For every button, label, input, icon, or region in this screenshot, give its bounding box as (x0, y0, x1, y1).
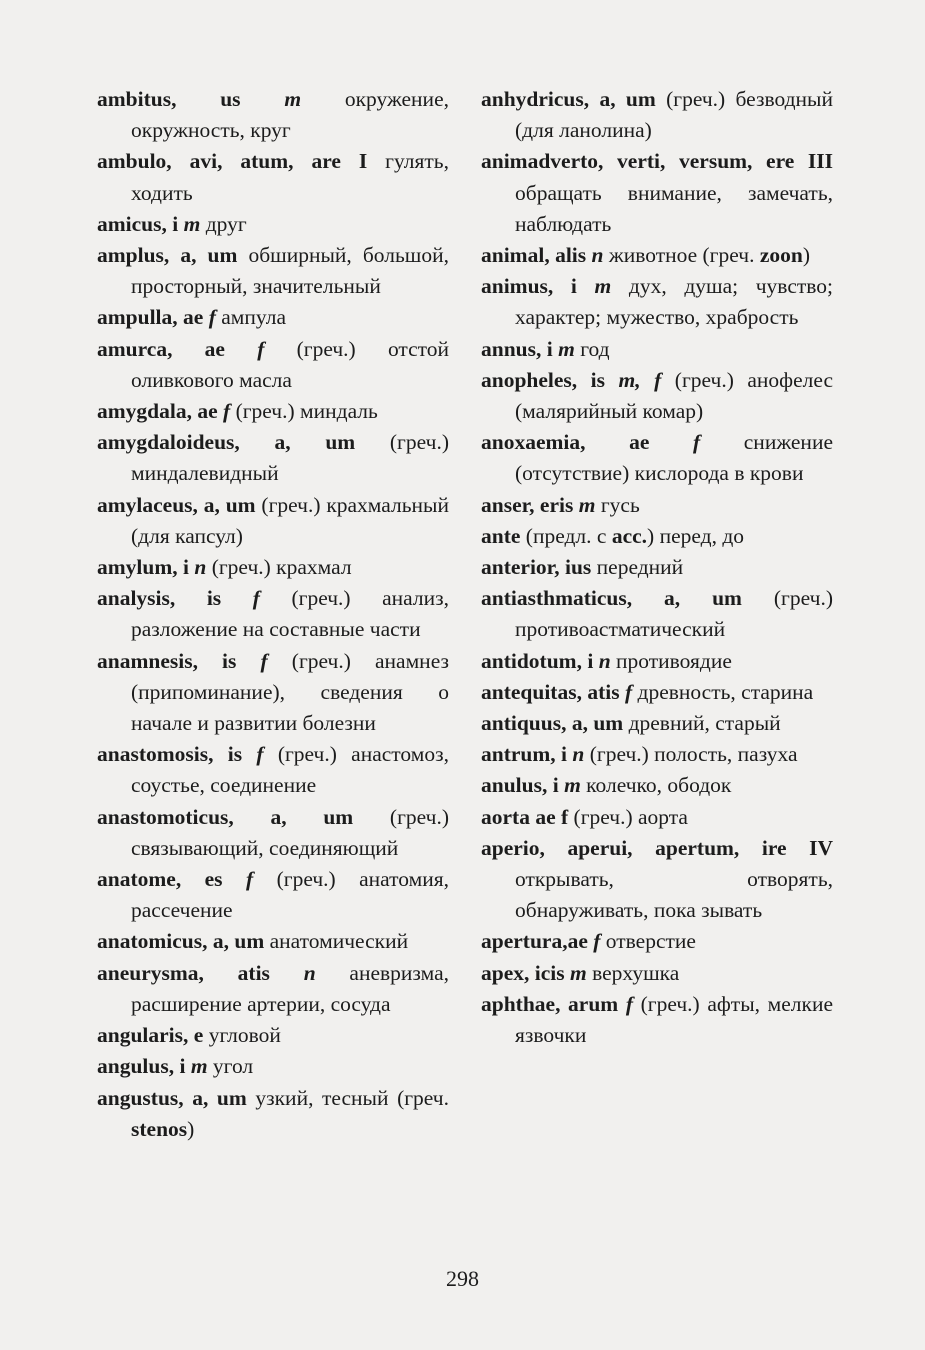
headword: anastomosis, is (97, 742, 257, 767)
dictionary-entry-anulus (481, 770, 833, 801)
dictionary-entry-anhydricus (481, 84, 833, 146)
definition-text: анатомический (264, 929, 409, 954)
headword: anastomoticus, a, um (97, 804, 354, 829)
definition-text: (греч.) связывающий, соединяющий (131, 804, 449, 860)
definition-text: дух, душа; чувство; характер; мужество, храбрость (515, 274, 833, 330)
gender-marker: m (183, 211, 201, 236)
dictionary-entry-angularis (97, 1020, 449, 1051)
dictionary-entry-antrum (481, 739, 833, 770)
gender-marker: n (591, 243, 604, 268)
definition-text: гулять, ходить (131, 149, 449, 205)
headword: anterior, ius (481, 555, 592, 580)
gender-marker: m (578, 492, 596, 517)
headword: antequitas, atis (481, 679, 625, 704)
definition-text: передний (591, 555, 684, 580)
headword: anulus, i (481, 773, 565, 798)
right-column (481, 84, 833, 1051)
page-number: 298 (446, 1266, 479, 1291)
definition-text: (греч.) крахмал (206, 555, 352, 580)
definition-text: ) (187, 1116, 195, 1141)
definition-text: отверстие (600, 929, 696, 954)
headword: angularis, e (97, 1023, 204, 1048)
dictionary-entry-apertura (481, 926, 833, 957)
gender-marker: m (284, 87, 302, 111)
dictionary-entry-anoxaemia (481, 427, 833, 489)
dictionary-entry-amplus (97, 240, 449, 302)
dictionary-entry-anser (481, 490, 833, 521)
gender-marker: f (593, 929, 601, 954)
dictionary-entry-anterior (481, 552, 833, 583)
gender-marker: n (303, 960, 316, 985)
headword: aperio, aperui, apertum, ire IV (481, 835, 833, 860)
definition-text: (греч.) крахмальный (для капсул) (131, 492, 449, 548)
dictionary-entry-anopheles (481, 365, 833, 427)
headword: anhydricus, a, um (481, 87, 656, 111)
dictionary-entry-amygdaloideus (97, 427, 449, 489)
definition-text: (предл. с (520, 523, 612, 548)
definition-text: ) перед, до (647, 523, 745, 548)
gender-marker: f (246, 867, 254, 892)
headword: anatome, es (97, 867, 246, 892)
headword: anoxaemia, ae (481, 430, 693, 455)
headword: antiquus, a, um (481, 711, 624, 736)
definition-text: колечко, ободок (580, 773, 732, 798)
gender-marker: f (625, 991, 634, 1016)
gender-marker: f (208, 305, 216, 330)
dictionary-entry-animus (481, 271, 833, 333)
definition-text: гусь (595, 492, 640, 517)
headword: amplus, a, um (97, 243, 238, 268)
headword: analysis, is (97, 586, 253, 611)
gender-marker: m (594, 274, 612, 299)
dictionary-entry-aphthae (481, 989, 833, 1051)
dictionary-entry-angustus (97, 1083, 449, 1145)
headword: ambitus, us (97, 87, 285, 111)
definition-text: древность, старина (632, 679, 814, 704)
dictionary-entry-antiasthmaticus (481, 583, 833, 645)
definition-text: (греч.) полость, пазуха (584, 742, 798, 767)
headword: aphthae, arum (481, 991, 626, 1016)
gender-marker: f (260, 648, 268, 673)
dictionary-entry-apex (481, 958, 833, 989)
definition-text: (греч.) афты, мелкие язвочки (515, 991, 833, 1048)
headword: animus, i (481, 274, 595, 299)
dictionary-entry-anastomoticus (97, 802, 449, 864)
dictionary-entry-antequitas (481, 677, 833, 708)
definition-text: окружение, окружность, круг (131, 87, 449, 143)
dictionary-entry-animadverto (481, 146, 833, 240)
definition-text: древний, старый (623, 711, 781, 736)
headword: aorta ae f (481, 804, 569, 829)
dictionary-entry-amicus (97, 209, 449, 240)
definition-text: (греч.) анатомия, рассечение (131, 867, 450, 923)
headword: antidotum, i (481, 648, 599, 673)
dictionary-entry-ambulo (97, 146, 449, 208)
headword: angulus, i (97, 1054, 191, 1079)
definition-text: обращать внимание, замечать, наблюдать (515, 180, 833, 236)
dictionary-entry-anatome (97, 864, 449, 926)
dictionary-entry-ampulla (97, 302, 449, 333)
headword: acc. (611, 523, 648, 548)
definition-text: (греч.) миндаль (230, 399, 378, 424)
dictionary-entry-aneurysma (97, 958, 449, 1020)
definition-text: (греч.) аорта (568, 804, 688, 829)
dictionary-entry-amygdala (97, 396, 449, 427)
dictionary-entry-angulus (97, 1051, 449, 1082)
gender-marker: n (194, 555, 207, 580)
dictionary-entry-anastomosis (97, 739, 449, 801)
definition-text: угловой (203, 1023, 281, 1048)
dictionary-entry-amurca (97, 334, 449, 396)
gender-marker: m (564, 773, 581, 798)
headword: anatomicus, a, um (97, 929, 265, 954)
definition-text: (греч.) противоастматический (515, 586, 833, 642)
definition-text: (греч.) анофелес (малярийный комар) (515, 367, 833, 424)
headword: angustus, a, um (97, 1085, 247, 1110)
headword: apertura,ae (481, 929, 594, 954)
definition-text: угол (207, 1054, 254, 1079)
definition-text: противоядие (610, 648, 732, 673)
dictionary-entry-antiquus (481, 708, 833, 739)
definition-text: (греч.) безводный (для ланолина) (515, 87, 833, 143)
headword: annus, i (481, 336, 559, 361)
headword: anopheles, is (481, 367, 619, 392)
headword: amylaceus, a, um (97, 492, 256, 517)
definition-text: животное (греч. (603, 243, 760, 268)
headword: amygdala, ae (97, 399, 224, 424)
definition-text: аневризма, расширение артерии, сосуда (131, 960, 449, 1016)
definition-text: друг (200, 211, 247, 236)
dictionary-entry-amylum (97, 552, 449, 583)
dictionary-entry-analysis (97, 583, 449, 645)
dictionary-entry-antidotum (481, 646, 833, 677)
gender-marker: m (558, 336, 575, 361)
headword: ambulo, avi, atum, are I (97, 149, 368, 174)
definition-text: (греч.) анамнез (припоминание), сведения о начале и развитии болезни (131, 648, 449, 736)
gender-marker: n (572, 742, 585, 767)
dictionary-entry-annus (481, 334, 833, 365)
gender-marker: m (190, 1054, 208, 1079)
definition-text: ампула (215, 305, 286, 330)
headword: animadverto, verti, versum, ere III (481, 149, 833, 174)
definition-text: (греч.) отстой оливкового масла (131, 336, 449, 392)
dictionary-entry-ante (481, 521, 833, 552)
dictionary-entry-amylaceus (97, 490, 449, 552)
gender-marker: f (256, 742, 264, 767)
definition-text: снижение (отсутствие) кислорода в крови (515, 430, 833, 486)
headword: anamnesis, is (97, 648, 261, 673)
gender-marker: m, f (618, 367, 662, 392)
dictionary-entry-anatomicus (97, 926, 449, 957)
definition-text: год (574, 336, 610, 361)
gender-marker: m (569, 960, 587, 985)
headword: antiasthmaticus, a, um (481, 586, 742, 611)
dictionary-entry-ambitus (97, 84, 449, 146)
gender-marker: n (598, 648, 611, 673)
definition-text: верхушка (586, 960, 680, 985)
definition-text: ) (802, 243, 810, 268)
dictionary-entry-animal (481, 240, 833, 271)
gender-marker: f (624, 679, 633, 704)
definition-text: (греч.) анализ, разложение на составные части (131, 586, 449, 642)
definition-text: открывать, отворять, обнаруживать, пока зывать (515, 867, 833, 923)
headword: ampulla, ae (97, 305, 209, 330)
definition-text: обширный, большой, просторный, значительный (131, 243, 449, 299)
headword: amygdaloideus, a, um (97, 430, 356, 455)
headword: aneurysma, atis (97, 960, 304, 985)
headword: amylum, i (97, 555, 195, 580)
headword: amurca, ae (97, 336, 258, 361)
definition-text: (греч.) анастомоз, соустье, соединение (131, 742, 449, 798)
gender-marker: f (252, 586, 260, 611)
headword: anser, eris (481, 492, 579, 517)
gender-marker: f (223, 399, 231, 424)
dictionary-entry-anamnesis (97, 646, 449, 740)
dictionary-entry-aorta (481, 802, 833, 833)
headword: zoon (759, 243, 803, 268)
definition-text: (греч.) миндалевидный (131, 430, 449, 486)
headword: apex, icis (481, 960, 570, 985)
gender-marker: f (693, 430, 701, 455)
headword: stenos (131, 1116, 188, 1141)
headword: animal, alis (481, 243, 592, 268)
definition-text: узкий, тесный (греч. (246, 1085, 449, 1110)
dictionary-entry-aperio (481, 833, 833, 927)
headword: antrum, i (481, 742, 573, 767)
headword: ante (481, 523, 521, 548)
headword: amicus, i (97, 211, 184, 236)
gender-marker: f (257, 336, 265, 361)
left-column (97, 84, 449, 1145)
